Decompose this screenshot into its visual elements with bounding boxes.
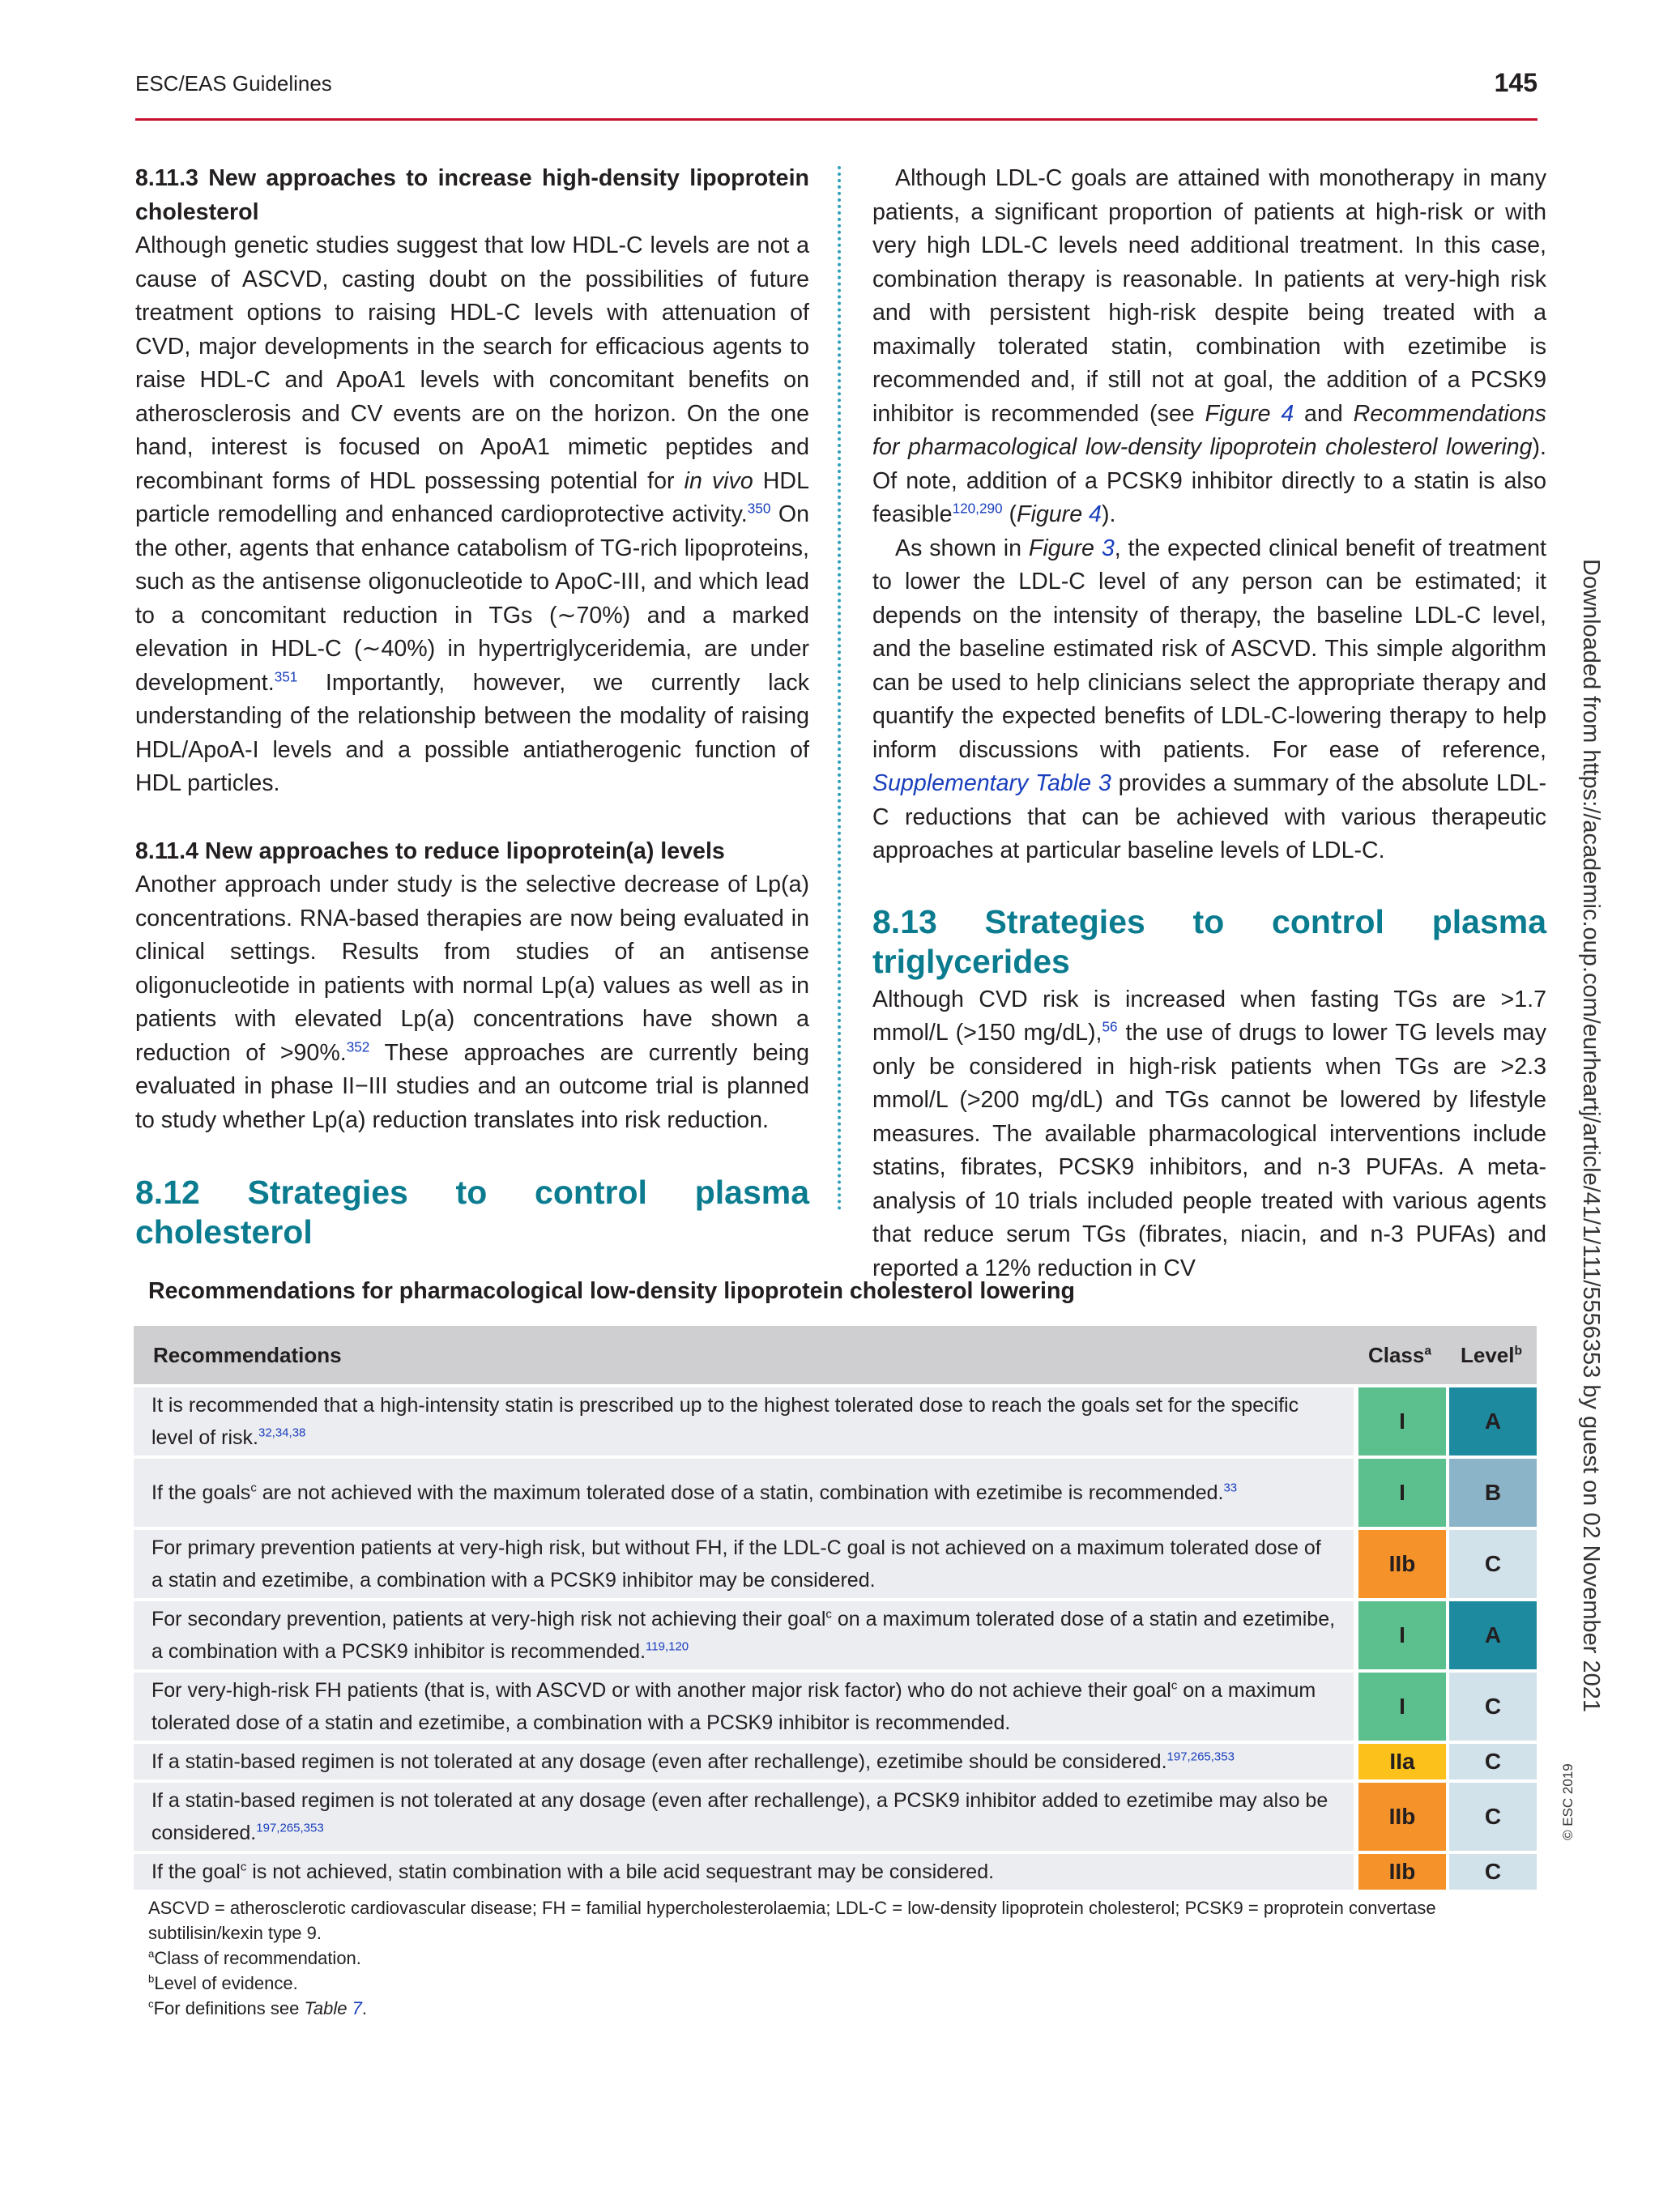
recommendation-text: If the goal$^c$ is not achieved, statin combination with a bile acid sequestrant may be considered. <box>134 1854 1354 1890</box>
running-head: ESC/EAS Guidelines <box>135 71 332 96</box>
reference-link[interactable]: c <box>240 1860 247 1874</box>
column-header-level: Level$^b$ <box>1446 1326 1537 1384</box>
footnote-abbreviations: ASCVD = atherosclerotic cardiovascular disease; FH = familial hypercholesterolaemia; LDL-C = low-density lipoprotein cholesterol; PCSK9 = proprotein convertase subtilisin/kexin type 9. <box>148 1898 1436 1943</box>
table-row <box>134 1459 1537 1527</box>
recommendation-text: If a statin-based regimen is not tolerated at any dosage (even after rechallenge), a PCSK9 inhibitor added to ezetimibe may also be considered.$^{197,265,353}$ <box>134 1783 1354 1851</box>
figure-link[interactable]: 3 <box>1101 535 1115 561</box>
reference-link[interactable]: 351 <box>274 667 298 684</box>
esc-copyright: © ESC 2019 <box>1560 1763 1576 1840</box>
class-badge: I <box>1354 1601 1446 1669</box>
table-row <box>134 1387 1537 1455</box>
supplementary-table-link[interactable]: Supplementary Table 3 <box>872 770 1111 796</box>
reference-link[interactable]: 33 <box>1223 1481 1238 1495</box>
table-header-row <box>134 1326 1537 1384</box>
figure-link[interactable]: 4 <box>1089 501 1102 527</box>
table-row <box>134 1601 1537 1669</box>
class-badge: IIb <box>1354 1854 1446 1890</box>
table-title: Recommendations for pharmacological low-density lipoprotein cholesterol lowering <box>148 1278 1075 1304</box>
recommendation-text: If the goals$^c$ are not achieved with the maximum tolerated dose of a statin, combination with ezetimibe is recommended.$^{33}$ <box>134 1459 1354 1527</box>
class-badge: I <box>1354 1459 1446 1527</box>
reference-link[interactable]: 120,290 <box>952 500 1003 517</box>
heading-8-11-3: 8.11.3 New approaches to increase high-density lipoprotein cholesterol <box>135 165 809 225</box>
recommendation-text: For secondary prevention, patients at very-high risk not achieving their goal$^c$ on a maximum tolerated dose of a statin and ezetimibe, a combination with a PCSK9 inhibitor is recommended.$^{119,120}$ <box>134 1601 1354 1669</box>
recommendations-table <box>134 1323 1537 1893</box>
figure-link[interactable]: 4 <box>1281 400 1294 427</box>
reference-link[interactable]: 350 <box>747 500 771 517</box>
level-badge: C <box>1446 1744 1537 1779</box>
level-badge: C <box>1446 1854 1537 1890</box>
reference-link[interactable]: 352 <box>346 1038 370 1055</box>
heading-8-12: 8.12 Strategies to control plasma cholesterol <box>135 1174 809 1251</box>
recommendation-text: For primary prevention patients at very-high risk, but without FH, if the LDL-C goal is not achieved on a maximum tolerated dose of a statin and ezetimibe, a combination with a PCSK9 inhibitor may be considered. <box>134 1530 1354 1598</box>
level-badge: C <box>1446 1783 1537 1851</box>
recommendation-text: If a statin-based regimen is not tolerated at any dosage (even after rechallenge), ezetimibe should be considered.$^{197,265,353}$ <box>134 1744 1354 1779</box>
column-header-class: Class$^a$ <box>1354 1326 1446 1384</box>
page-number: 145 <box>1494 68 1537 97</box>
table-row <box>134 1673 1537 1741</box>
download-watermark: Downloaded from https://academic.oup.com/eurheartj/article/41/1/111/5556353 by guest on 02 November 2021 <box>1578 559 1604 1713</box>
reference-link[interactable]: c <box>825 1607 832 1622</box>
heading-8-11-4: 8.11.4 New approaches to reduce lipoprotein(a) levels <box>135 837 725 864</box>
column-header-recommendations: Recommendations <box>134 1326 1354 1384</box>
column-divider <box>838 166 841 1211</box>
table-footnotes <box>148 1895 1537 2021</box>
reference-link[interactable]: c <box>250 1481 257 1495</box>
paragraph-clinical-benefit: As shown in Figure 3, the expected clinical benefit of treatment to lower the LDL-C level of any person can be estimated; it depends on the intensity of therapy, the baseline LDL-C level, and the baseline estimated risk of ASCVD. This simple algorithm can be used to help clinicians select the appropriate therapy and quantify the expected benefits of LDL-C-lowering therapy to help inform discussions with patients. For ease of reference, Supplementary Table 3 provides a summary of the absolute LDL-C reductions that can be achieved with various therapeutic approaches at particular baseline levels of LDL-C. <box>872 535 1546 863</box>
table-row <box>134 1530 1537 1598</box>
level-badge: C <box>1446 1530 1537 1598</box>
left-column <box>135 162 809 1252</box>
class-badge: I <box>1354 1387 1446 1455</box>
heading-8-13: 8.13 Strategies to control plasma triglycerides <box>872 902 1546 980</box>
level-badge: C <box>1446 1673 1537 1741</box>
recommendation-text: It is recommended that a high-intensity statin is prescribed up to the highest tolerated dose to reach the goals set for the specific level of risk.$^{32,34,38}$ <box>134 1387 1354 1455</box>
table-row <box>134 1783 1537 1851</box>
reference-link[interactable]: 32,34,38 <box>258 1426 306 1440</box>
paragraph-8-11-3: Although genetic studies suggest that low HDL-C levels are not a cause of ASCVD, casting doubt on the possibilities of future treatment options to raising HDL-C levels with attenuation of CVD, major developments in the search for efficacious agents to raise HDL-C and ApoA1 levels with concomitant benefits on atherosclerosis and CV events are on the horizon. On the one hand, interest is focused on ApoA1 mimetic peptides and recombinant forms of HDL possessing potential for in vivo HDL particle remodelling and enhanced cardioprotective activity.$^{350}$ On the other, agents that enhance catabolism of TG-rich lipoproteins, such as the antisense oligonucleotide to ApoC-III, and which lead to a concomitant reduction in TGs (∼70%) and a marked elevation in HDL-C (∼40%) in hypertriglyceridemia, are under development.$^{351}$ Importantly, however, we currently lack understanding of the relationship between the modality of raising HDL/ApoA-I levels and a possible antiatherogenic function of HDL particles. <box>135 232 809 796</box>
paragraph-combination-therapy: Although LDL-C goals are attained with monotherapy in many patients, a significant proportion of patients at high-risk or with very high LDL-C levels need additional treatment. In this case, combination therapy is reasonable. In patients at very-high risk and with persistent high-risk despite being treated with a maximally tolerated statin, combination with ezetimibe is recommended and, if still not at goal, the addition of a PCSK9 inhibitor is recommended (see Figure 4 and Recommendations for pharmacological low-density lipoprotein cholesterol lowering). Of note, addition of a PCSK9 inhibitor directly to a statin is also feasible$^{120,290}$ (Figure 4). <box>872 165 1546 527</box>
reference-link[interactable]: 56 <box>1102 1018 1118 1035</box>
right-column <box>872 162 1546 1285</box>
level-badge: A <box>1446 1601 1537 1669</box>
footnote-b: $^b$Level of evidence. <box>148 1972 298 1993</box>
level-badge: A <box>1446 1387 1537 1455</box>
table-row <box>134 1744 1537 1779</box>
footnote-c: $^c$For definitions see Table 7. <box>148 1997 367 2018</box>
class-badge: IIb <box>1354 1783 1446 1851</box>
table-link[interactable]: 7 <box>352 1998 362 2018</box>
class-badge: IIb <box>1354 1530 1446 1598</box>
class-badge: IIa <box>1354 1744 1446 1779</box>
table-row <box>134 1854 1537 1890</box>
reference-link[interactable]: c <box>1171 1678 1178 1693</box>
reference-link[interactable]: 119,120 <box>646 1639 689 1654</box>
paragraph-8-11-4: Another approach under study is the selective decrease of Lp(a) concentrations. RNA-based therapies are now being evaluated in clinical settings. Results from studies of an antisense oligonucleotide in patients with normal Lp(a) values as well as in patients with elevated Lp(a) concentrations have shown a reduction of >90%.$^{352}$ These approaches are currently being evaluated in phase II−III studies and an outcome trial is planned to study whether Lp(a) reduction translates into risk reduction. <box>135 872 809 1133</box>
paragraph-8-13: Although CVD risk is increased when fasting TGs are >1.7 mmol/L (>150 mg/dL),$^{56}$ the use of drugs to lower TG levels may only be considered in high-risk patients when TGs are >2.3 mmol/L (>200 mg/dL) and TGs cannot be lowered by lifestyle measures. The available pharmacological interventions include statins, fibrates, PCSK9 inhibitors, and n-3 PUFAs. A meta-analysis of 10 trials included people treated with various agents that reduce serum TGs (fibrates, niacin, and n-3 PUFAs) and reported a 12% reduction in CV <box>872 986 1546 1281</box>
recommendation-text: For very-high-risk FH patients (that is, with ASCVD or with another major risk factor) who do not achieve their goal$^c$ on a maximum tolerated dose of a statin and ezetimibe, a combination with a PCSK9 inhibitor is recommended. <box>134 1673 1354 1741</box>
footnote-a: $^a$Class of recommendation. <box>148 1947 361 1968</box>
reference-link[interactable]: 197,265,353 <box>256 1821 324 1835</box>
level-badge: B <box>1446 1459 1537 1527</box>
header-rule <box>135 118 1537 121</box>
reference-link[interactable]: 197,265,353 <box>1166 1750 1235 1764</box>
class-badge: I <box>1354 1673 1446 1741</box>
